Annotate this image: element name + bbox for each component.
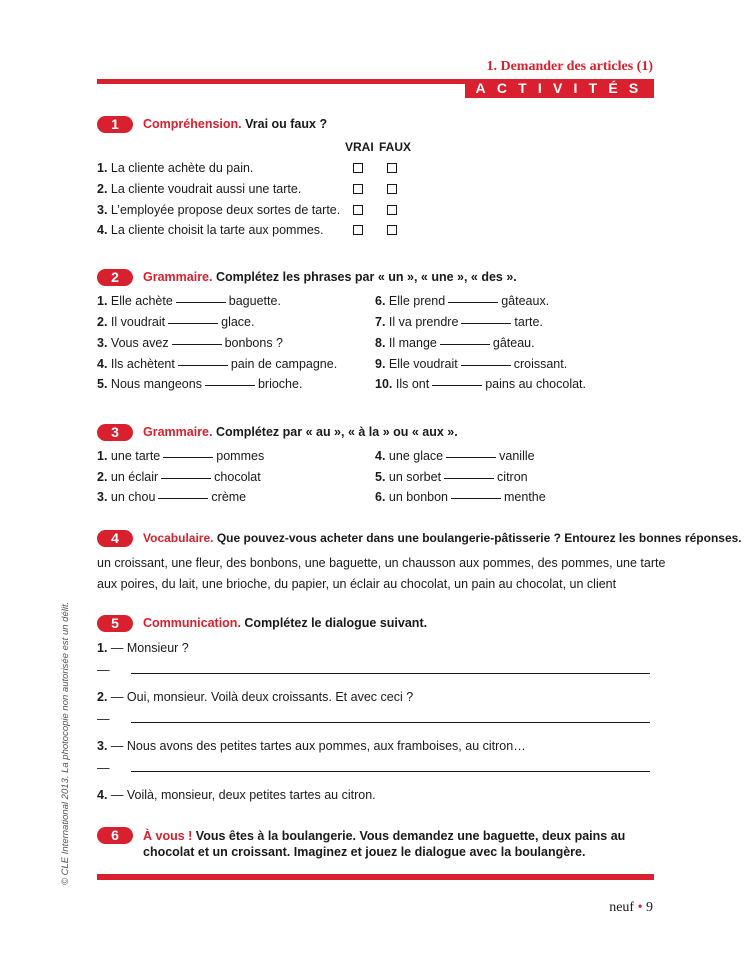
- vrai-checkbox[interactable]: [353, 184, 363, 194]
- exercise-2: [97, 269, 657, 394]
- list-item: 6. Elle prend gâteaux.: [375, 294, 550, 308]
- word-list-line: un croissant, une fleur, des bonbons, une baguette, un chausson aux pommes, des pommes, une tarte: [97, 556, 666, 570]
- vrai-checkbox[interactable]: [353, 163, 363, 173]
- activities-band: ACTIVITÉS: [465, 79, 654, 98]
- list-item: 5. un sorbet citron: [375, 470, 528, 484]
- list-item: 9. Elle voudrait croissant.: [375, 357, 568, 371]
- fill-blank[interactable]: [451, 498, 501, 499]
- list-item: 2. Il voudrait glace.: [97, 315, 255, 329]
- exercise-number-badge: 6: [97, 827, 133, 844]
- list-item: 4. une glace vanille: [375, 449, 535, 463]
- fill-blank[interactable]: [448, 302, 498, 303]
- vrai-checkbox[interactable]: [353, 205, 363, 215]
- exercise-5: [97, 615, 657, 805]
- fill-blank[interactable]: [446, 457, 496, 458]
- fill-blank[interactable]: [172, 344, 222, 345]
- faux-column-header: FAUX: [379, 140, 412, 154]
- faux-checkbox[interactable]: [387, 163, 397, 173]
- list-item: 3. un chou crème: [97, 490, 247, 504]
- exercise-title: À vous ! Vous êtes à la boulangerie. Vous demandez une baguette, deux pains au chocolat et un croissant. Imaginez et jouez le dialogue avec la boulangère.: [143, 829, 626, 859]
- list-item: 4. Ils achètent pain de campagne.: [97, 357, 338, 371]
- exercise-title: Grammaire. Complétez par « au », « à la » ou « aux ».: [143, 425, 458, 439]
- fill-blank[interactable]: [461, 323, 511, 324]
- list-item: 1. Elle achète baguette.: [97, 294, 281, 308]
- list-item: 3. Vous avez bonbons ?: [97, 336, 283, 350]
- fill-blank[interactable]: [178, 365, 228, 366]
- answer-line[interactable]: —: [97, 761, 650, 775]
- list-item: 3. L’employée propose deux sortes de tarte.: [97, 203, 341, 217]
- fill-blank[interactable]: [161, 478, 211, 479]
- word-list-line: aux poires, du lait, une brioche, du papier, un éclair au chocolat, un pain au chocolat, un client: [97, 577, 617, 591]
- faux-checkbox[interactable]: [387, 184, 397, 194]
- dialogue-line: 3. — Nous avons des petites tartes aux pommes, aux framboises, au citron…: [97, 739, 526, 753]
- list-item: 10. Ils ont pains au chocolat.: [375, 377, 586, 391]
- fill-blank[interactable]: [168, 323, 218, 324]
- copyright-notice: © CLE International 2013. La photocopie non autorisée est un délit.: [60, 601, 71, 885]
- list-item: 2. La cliente voudrait aussi une tarte.: [97, 182, 302, 196]
- fill-blank[interactable]: [176, 302, 226, 303]
- list-item: 4. La cliente choisit la tarte aux pommes.: [97, 223, 324, 237]
- exercise-number-badge: 3: [97, 424, 133, 441]
- fill-blank[interactable]: [432, 385, 482, 386]
- exercise-6: [97, 827, 657, 863]
- fill-blank[interactable]: [163, 457, 213, 458]
- exercise-4: [97, 530, 742, 595]
- list-item: 5. Nous mangeons brioche.: [97, 377, 303, 391]
- answer-line[interactable]: —: [97, 712, 650, 726]
- answer-line[interactable]: —: [97, 663, 650, 677]
- faux-checkbox[interactable]: [387, 205, 397, 215]
- list-item: 1. une tarte pommes: [97, 449, 265, 463]
- fill-blank[interactable]: [444, 478, 494, 479]
- exercise-title: Grammaire. Complétez les phrases par « un », « une », « des ».: [143, 270, 517, 284]
- faux-checkbox[interactable]: [387, 225, 397, 235]
- exercise-1: [97, 116, 657, 241]
- exercise-3: [97, 424, 657, 509]
- fill-blank[interactable]: [158, 498, 208, 499]
- fill-blank[interactable]: [205, 385, 255, 386]
- page-number: neuf • 9: [609, 900, 653, 915]
- list-item: 2. un éclair chocolat: [97, 470, 261, 484]
- list-item: 7. Il va prendre tarte.: [375, 315, 543, 329]
- vrai-checkbox[interactable]: [353, 225, 363, 235]
- fill-blank[interactable]: [461, 365, 511, 366]
- exercise-title: Vocabulaire. Que pouvez-vous acheter dans une boulangerie-pâtisserie ? Entourez les bonnes réponses.: [143, 531, 742, 545]
- exercise-number-badge: 5: [97, 615, 133, 632]
- vrai-column-header: VRAI: [345, 140, 374, 154]
- chapter-title: 1. Demander des articles (1): [486, 59, 653, 74]
- exercise-number-badge: 2: [97, 269, 133, 286]
- fill-blank[interactable]: [440, 344, 490, 345]
- list-item: 6. un bonbon menthe: [375, 490, 546, 504]
- list-item: 8. Il mange gâteau.: [375, 336, 535, 350]
- dialogue-line: 4. — Voilà, monsieur, deux petites tartes au citron.: [97, 788, 376, 802]
- dialogue-line: 2. — Oui, monsieur. Voilà deux croissants. Et avec ceci ?: [97, 690, 414, 704]
- footer-rule: [97, 874, 654, 880]
- exercise-title: Compréhension. Vrai ou faux ?: [143, 117, 328, 131]
- dialogue-line: 1. — Monsieur ?: [97, 641, 189, 655]
- exercise-number-badge: 4: [97, 530, 133, 547]
- exercise-title: Communication. Complétez le dialogue suivant.: [143, 616, 428, 630]
- exercise-number-badge: 1: [97, 116, 133, 133]
- list-item: 1. La cliente achète du pain.: [97, 161, 254, 175]
